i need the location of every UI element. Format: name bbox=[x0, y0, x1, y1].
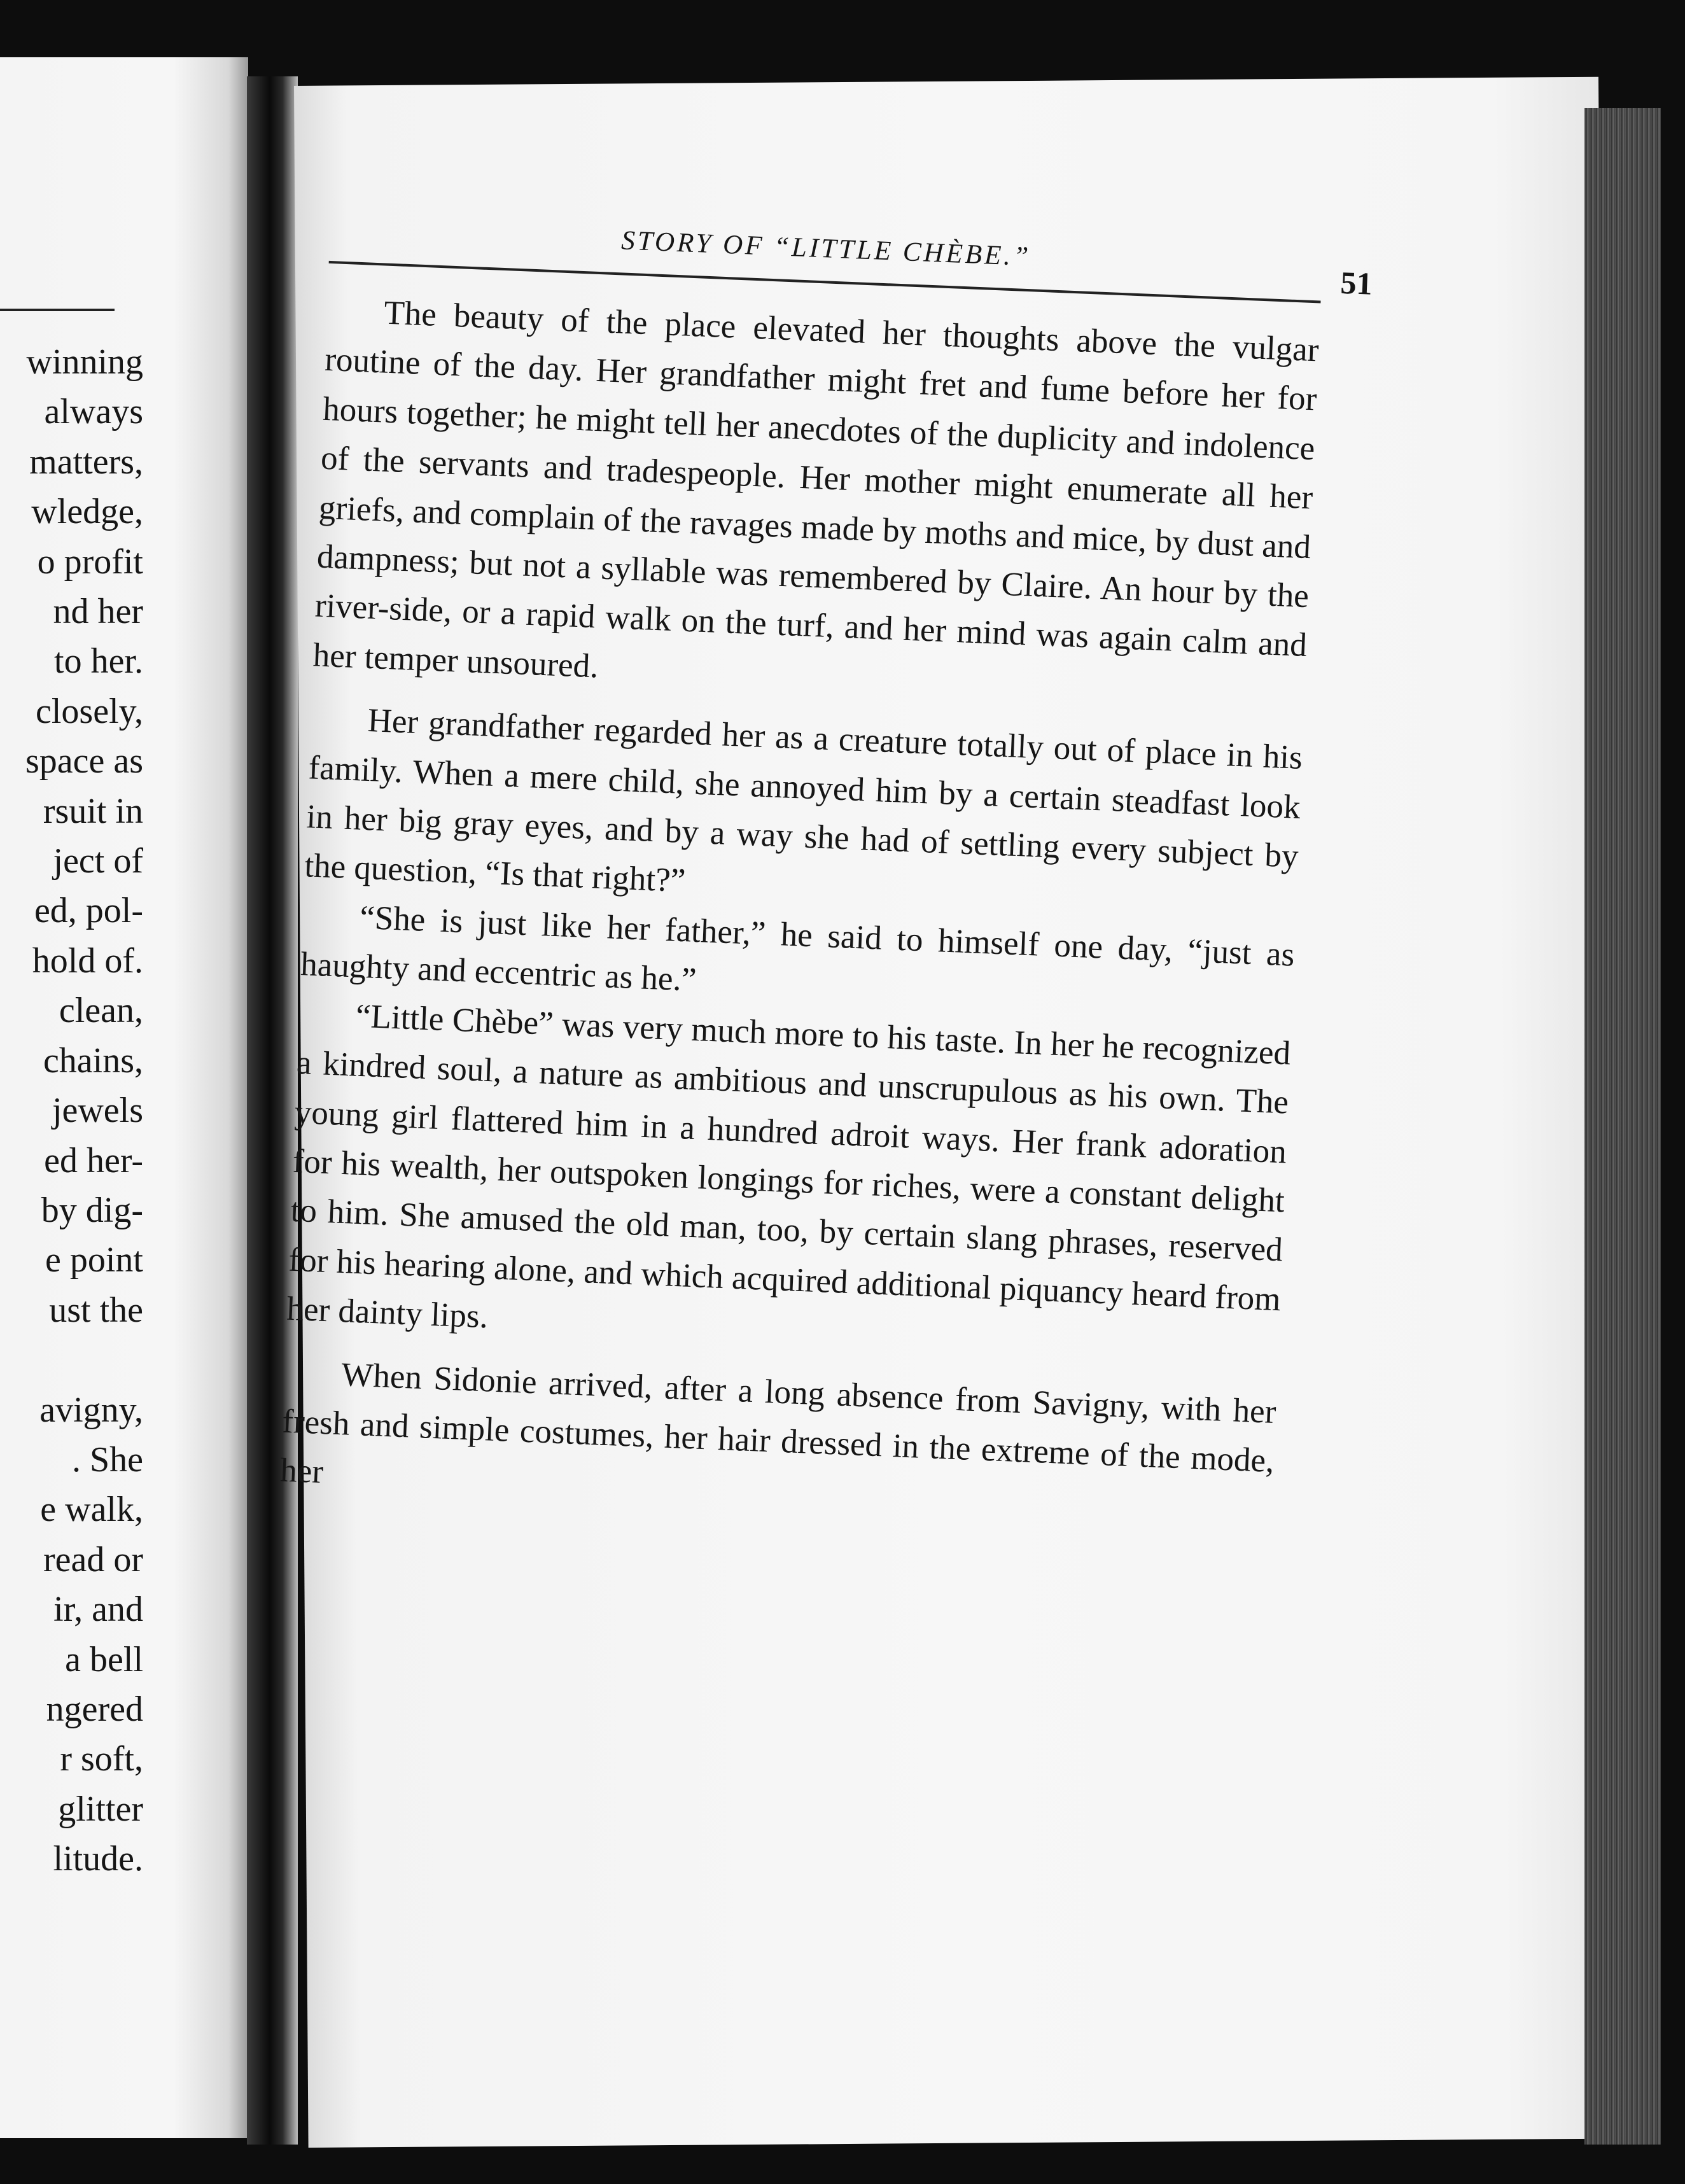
left-line: e point bbox=[45, 1240, 143, 1280]
left-line: hold of. bbox=[32, 941, 143, 981]
left-line: e walk, bbox=[40, 1490, 143, 1530]
right-page-content bbox=[279, 210, 1373, 1536]
left-line: always bbox=[44, 392, 143, 432]
book-gutter bbox=[247, 76, 298, 2145]
paragraph: Her grandfather regarded her as a creature totally out of place in his family. When a mere child, she annoyed him by a certain steadfast look in her big gray eyes, and by a way she had of settling every subject by the question, “Is that right?” bbox=[304, 702, 1303, 900]
left-line: chains, bbox=[43, 1040, 143, 1081]
paragraph: “Little Chèbe” was very much more to his taste. In her he recognized a kindred soul, a nature as ambitious and unscrupulous as his own. The young girl flattered him in a hundred adroit ways. Her frank adoration for his wealth, her outspoken longings for riches, were a constant delight to him. She amused the old man, too, by certain slang phrases, reserved for his hearing alone, and which acquired additional piquancy heard from her dainty lips. bbox=[286, 997, 1292, 1336]
left-line: clean, bbox=[59, 991, 143, 1031]
left-line: a bell bbox=[65, 1639, 143, 1679]
left-line: r soft, bbox=[60, 1739, 143, 1779]
left-line: matters, bbox=[29, 442, 143, 482]
left-line: read or bbox=[43, 1539, 143, 1579]
left-line: ngered bbox=[46, 1689, 143, 1729]
paragraph: When Sidonie arrived, after a long absence from Savigny, with her fresh and simple costumes, her hair dressed in the extreme of the mode, her bbox=[279, 1355, 1277, 1491]
left-line: glitter bbox=[58, 1789, 143, 1829]
left-line: litude. bbox=[53, 1839, 143, 1879]
left-page bbox=[0, 57, 248, 2138]
page-number: 51 bbox=[1339, 264, 1373, 302]
left-line: closely, bbox=[36, 691, 143, 731]
left-line: ed, pol- bbox=[34, 891, 143, 931]
left-line: avigny, bbox=[39, 1390, 143, 1430]
paragraph: “She is just like her father,” he said to himself one day, “just as haughty and eccentric as he.” bbox=[300, 899, 1296, 999]
left-page-text bbox=[0, 337, 143, 1884]
page-fore-edge bbox=[1584, 108, 1661, 2145]
running-title: STORY OF “LITTLE CHÈBE.” bbox=[620, 225, 1031, 272]
left-line: ust the bbox=[49, 1290, 143, 1330]
left-page-head-rule bbox=[0, 309, 115, 311]
left-line-gap bbox=[0, 1335, 143, 1385]
left-line: wledge, bbox=[31, 492, 143, 532]
left-line: rsuit in bbox=[43, 791, 143, 831]
body-text bbox=[279, 286, 1320, 1536]
left-line: ir, and bbox=[53, 1590, 143, 1630]
left-line: to her. bbox=[54, 641, 143, 682]
left-line: jewels bbox=[52, 1091, 143, 1131]
left-line: . She bbox=[72, 1439, 143, 1480]
left-line: winning bbox=[26, 342, 143, 382]
left-line: nd her bbox=[53, 592, 143, 632]
left-line: space as bbox=[25, 741, 143, 781]
left-line: ed her- bbox=[44, 1140, 143, 1180]
left-line: o profit bbox=[37, 542, 143, 582]
left-line: by dig- bbox=[41, 1190, 143, 1230]
paragraph: The beauty of the place elevated her thoughts above the vulgar routine of the day. Her grandfather might fret and fume before her for hours together; he might tell her anecdotes of the duplicity and indolence of the servants and tradespeople. Her mother might enumerate all her griefs, and complain of the ravages made by moths and mice, by dust and dampness; but not a syllable was remembered by Claire. An hour by the river-side, or a rapid walk on the turf, and her mind was again calm and her temper unsoured. bbox=[312, 294, 1320, 685]
left-line: ject of bbox=[53, 841, 143, 881]
